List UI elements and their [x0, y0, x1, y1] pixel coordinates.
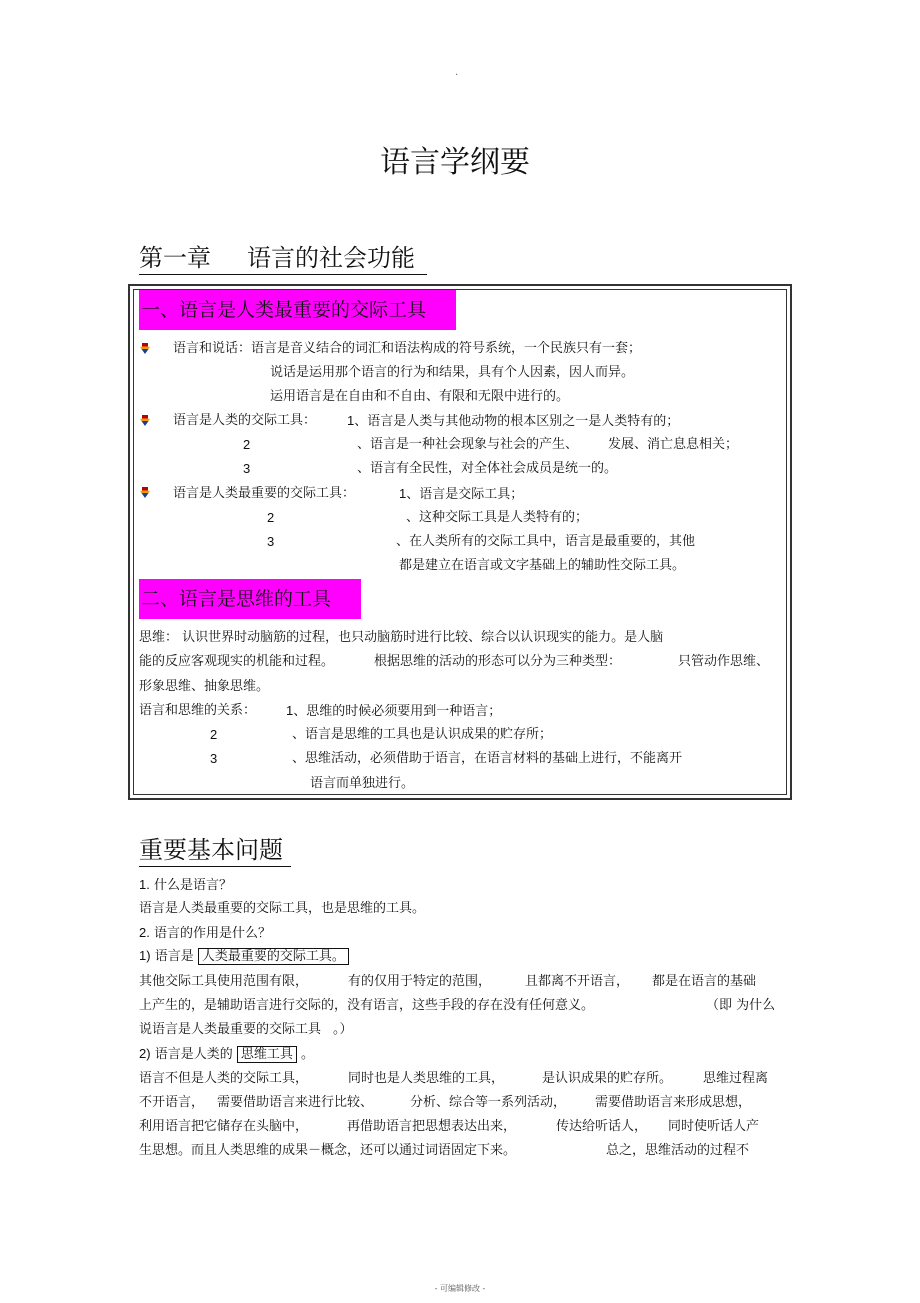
b2-t3: 、语言有全民性，对全体社会成员是统一的。 [357, 461, 618, 476]
para1-seg: 且都离不开语言， [525, 974, 630, 989]
b3-t1: 、语言是交际工具； [406, 487, 524, 502]
para2-seg: 需要借助语言来进行比较、 [217, 1095, 374, 1110]
b1-line2: 说话是运用那个语言的行为和结果，具有个人因素，因人而异。 [270, 365, 635, 380]
para2-seg: 利用语言把它储存在头脑中， [139, 1119, 309, 1134]
para2-seg: 需要借助语言来形成思想， [595, 1095, 752, 1110]
p2-text: 语言是人类的 [154, 1047, 233, 1062]
b1-line3: 运用语言是在自由和不自由、有限和无限中进行的。 [270, 389, 570, 404]
s2-t2: 、语言是思维的工具也是认识成果的贮存所； [292, 727, 553, 742]
para2-seg: 不开语言， [139, 1095, 205, 1110]
b3-t3: 、在人类所有的交际工具中，语言是最重要的，其他 [396, 534, 696, 549]
para2-seg: 思维过程离 [703, 1071, 769, 1086]
b2-t2a: 、语言是一种社会现象与社会的产生、 [357, 437, 579, 452]
para2-seg: 同时也是人类思维的工具， [348, 1071, 505, 1086]
para2-seg: 传达给听话人， [556, 1119, 648, 1134]
q1-text: 什么是语言？ [153, 878, 232, 893]
s2-rel-lead: 语言和思维的关系： [139, 703, 257, 718]
b2-n2: 2 [243, 437, 251, 452]
para1-seg: 其他交际工具使用范围有限， [139, 974, 309, 989]
chapter-label: 第一章 [139, 244, 211, 272]
p1-boxed-text: 人类最重要的交际工具。 [198, 948, 349, 965]
para1-seg: 都是在语言的基础 [652, 974, 757, 989]
b2-lead: 语言是人类的交际工具： [173, 413, 317, 428]
p2-end: 。 [301, 1047, 315, 1062]
q1-num: 1. [139, 877, 150, 892]
s2-t3: 、思维活动，必须借助于语言，在语言材料的基础上进行，不能离开 [292, 751, 683, 766]
b3-t3b: 都是建立在语言或文字基础上的辅助性交际工具。 [399, 558, 686, 573]
s2-n2: 2 [210, 727, 218, 742]
para1-l2b: （即 为什么 [706, 998, 776, 1013]
q2-text: 语言的作用是什么？ [153, 926, 271, 941]
b3-n1: 1 [399, 486, 407, 501]
para2-seg: 生思想。而且人类思维的成果－概念，还可以通过词语固定下来。 [139, 1143, 517, 1158]
s2-p2a: 能的反应客观现实的机能和过程。 [139, 654, 335, 669]
s2-p2c: 只管动作思维、 [678, 654, 770, 669]
para2-seg: 再借助语言把思想表达出来， [347, 1119, 517, 1134]
section1-heading: 一、语言是人类最重要的交际工具 [139, 290, 456, 330]
s2-n3: 3 [210, 751, 218, 766]
chapter-name: 语言的社会功能 [247, 244, 415, 272]
section2-heading: 二、语言是思维的工具 [139, 579, 361, 619]
p2-num: 2) [139, 1046, 151, 1061]
para2-seg: 同时使听话人产 [668, 1119, 760, 1134]
page-footer: - 可编辑修改 - [434, 1284, 486, 1293]
para2-seg: 是认识成果的贮存所。 [542, 1071, 673, 1086]
section3-heading: 重要基本问题 [139, 834, 291, 867]
b2-n3: 3 [243, 461, 251, 476]
s2-p1: 思维： 认识世界时动脑筋的过程，也只动脑筋时进行比较、综合以认识现实的能力。是人脑 [139, 630, 664, 645]
para1-l3b: 。） [333, 1022, 353, 1037]
para1-seg: 有的仅用于特定的范围， [348, 974, 492, 989]
p2-boxed-text: 思维工具 [237, 1046, 297, 1063]
chapter-heading [139, 242, 427, 275]
para1-l3: 说语言是人类最重要的交际工具 [139, 1022, 322, 1037]
document-title: 语言学纲要 [380, 145, 530, 180]
s2-n1: 1 [286, 703, 294, 718]
b3-n2: 2 [267, 510, 275, 525]
para2-seg: 分析、综合等一系列活动， [410, 1095, 567, 1110]
b2-t1: 、语言是人类与其他动物的根本区别之一是人类特有的； [354, 414, 680, 429]
p1-text: 语言是 [154, 949, 194, 964]
b1-lead: 语言和说话： [173, 341, 252, 356]
b3-t2: 、这种交际工具是人类特有的； [406, 510, 589, 525]
b2-t2b: 发展、消亡息息相关； [608, 437, 739, 452]
b2-n1: 1 [347, 413, 355, 428]
s2-t3b: 语言而单独进行。 [310, 776, 415, 791]
s2-p3: 形象思维、抽象思维。 [139, 679, 270, 694]
a1-text: 语言是人类最重要的交际工具，也是思维的工具。 [139, 901, 426, 916]
b3-n3: 3 [267, 534, 275, 549]
b1-line1: 语言是音义结合的词汇和语法构成的符号系统，一个民族只有一套； [251, 341, 642, 356]
q2-num: 2. [139, 925, 150, 940]
s2-t1: 、思维的时候必须要用到一种语言； [293, 704, 502, 719]
para2-seg: 总之，思维活动的过程不 [606, 1143, 750, 1158]
s2-p2b: 根据思维的活动的形态可以分为三种类型： [374, 654, 622, 669]
para1-l2a: 上产生的，是辅助语言进行交际的，没有语言，这些手段的存在没有任何意义。 [139, 998, 595, 1013]
p1-num: 1) [139, 948, 151, 963]
header-mark: · [455, 70, 459, 81]
b3-lead: 语言是人类最重要的交际工具： [173, 486, 356, 501]
para2-seg: 语言不但是人类的交际工具， [139, 1071, 309, 1086]
